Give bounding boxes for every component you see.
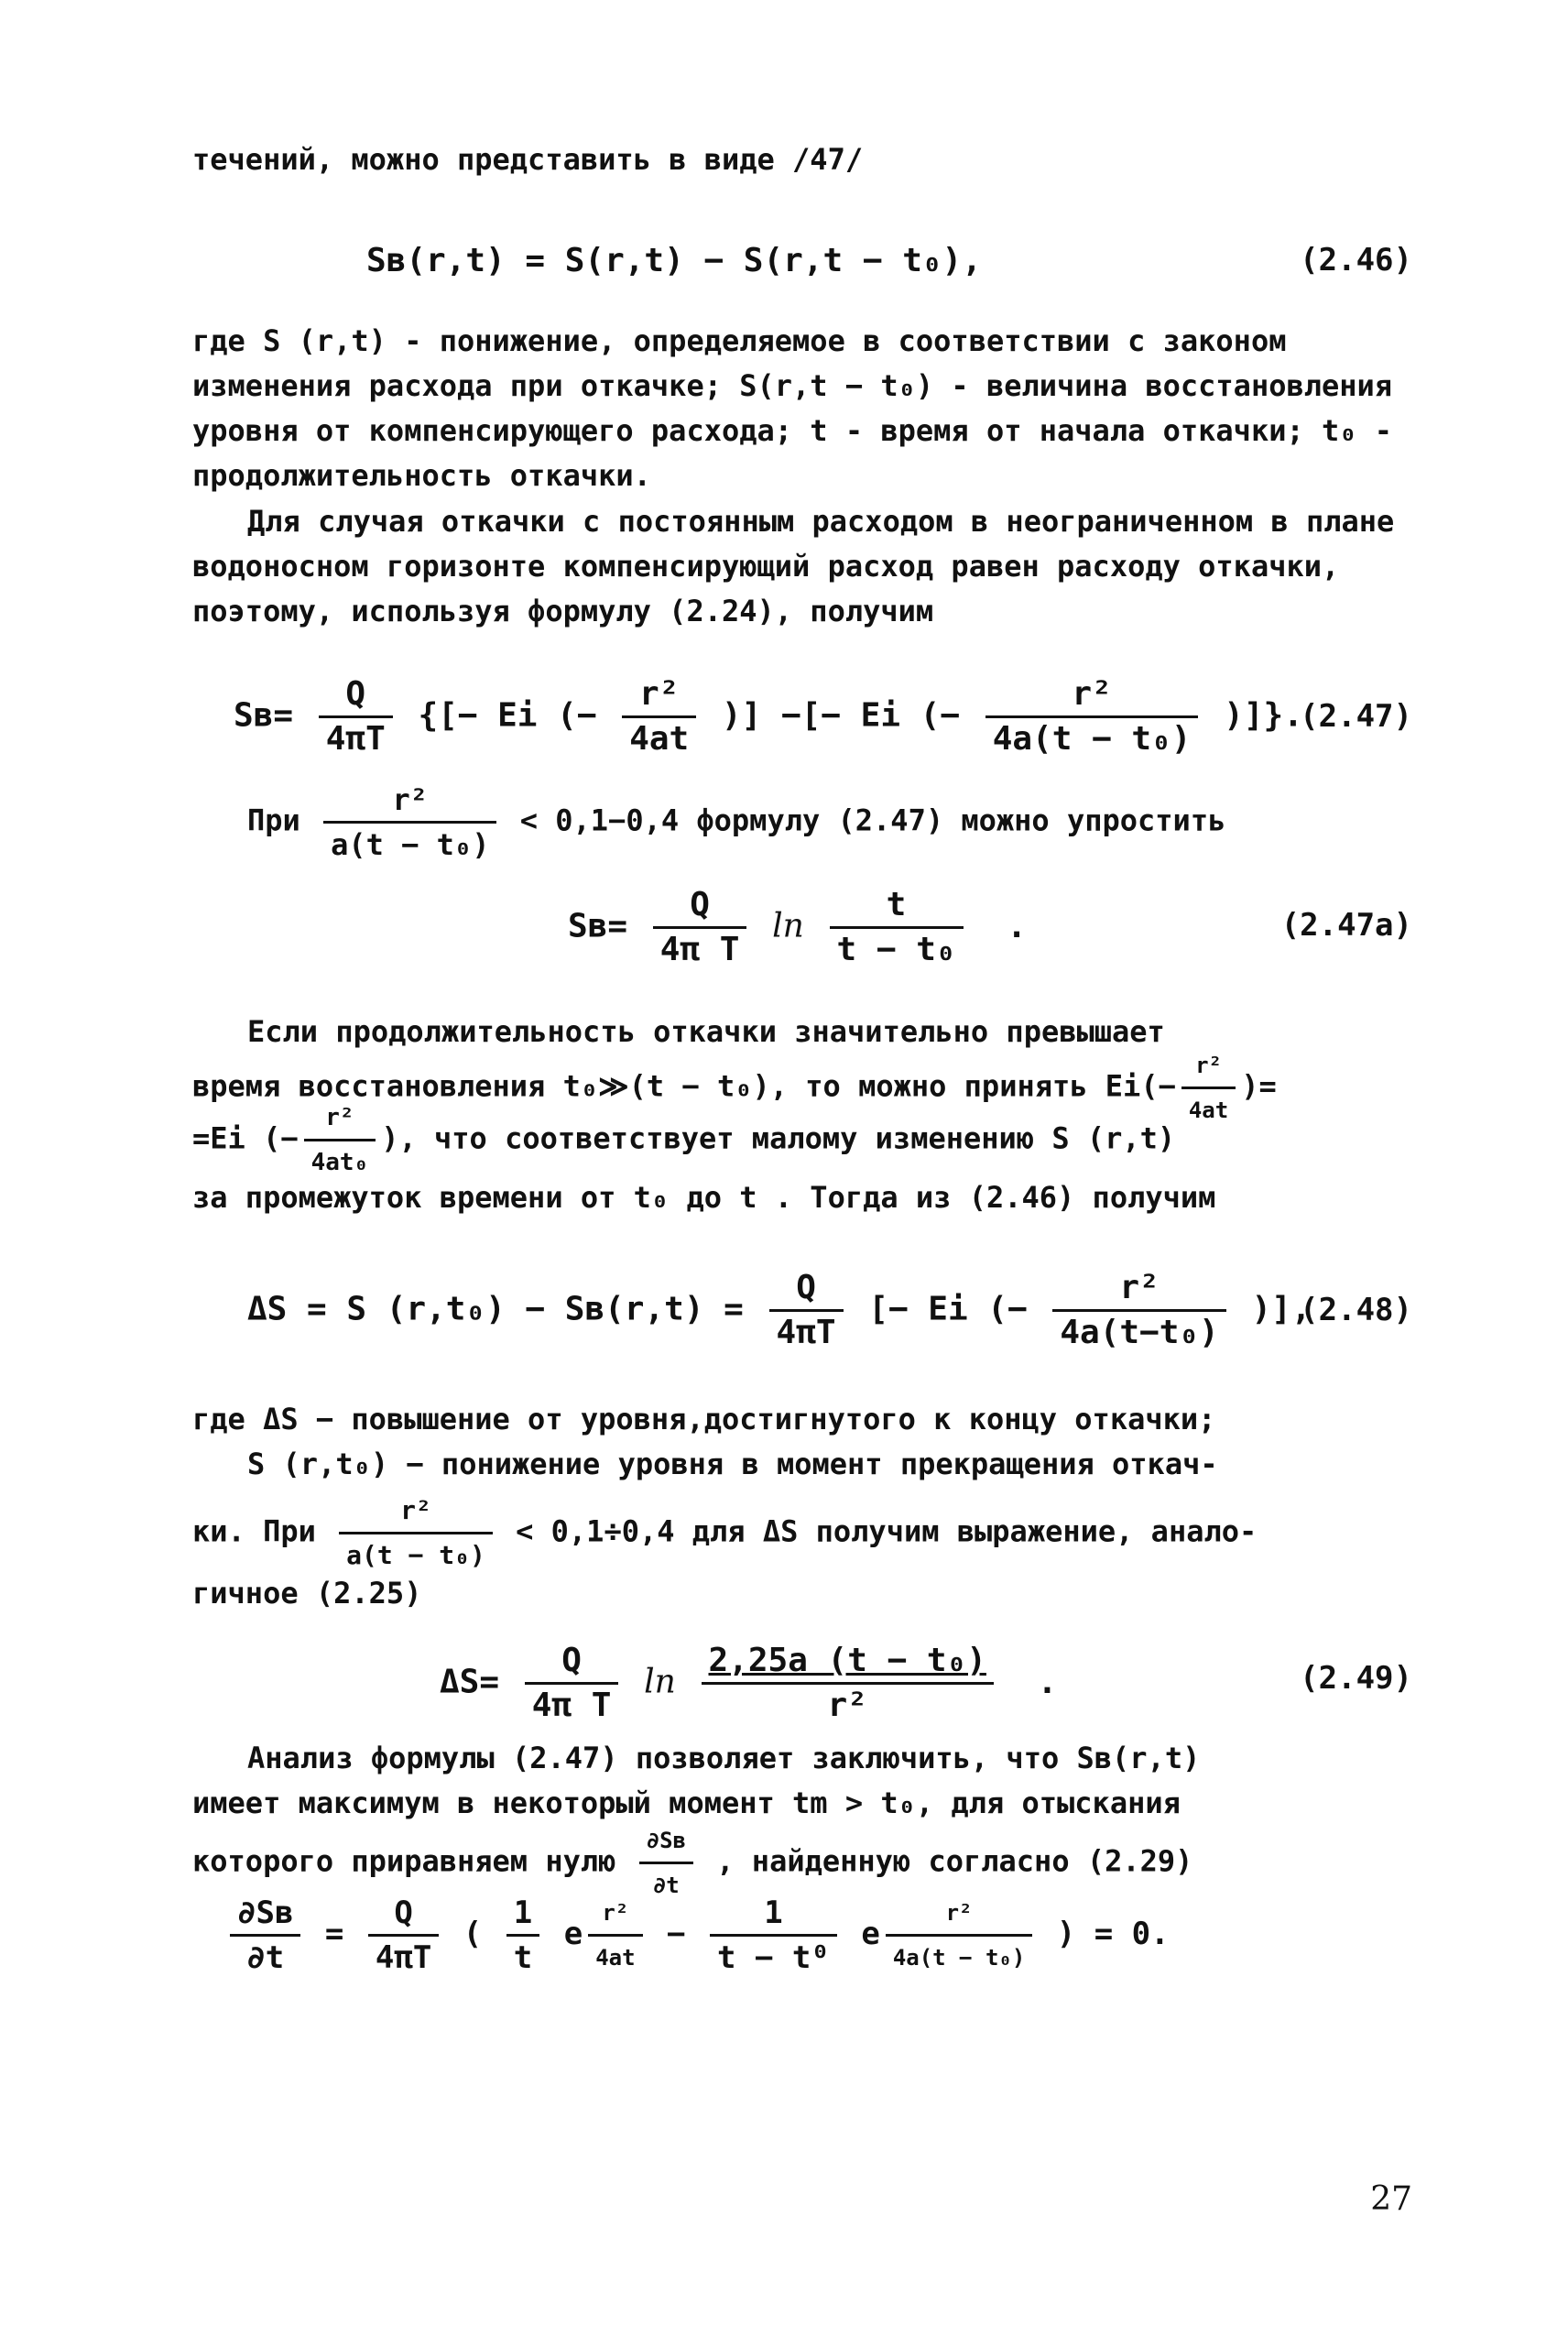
eq247a-coef-den: 4π T [653, 926, 747, 971]
para5-l3b: , найденную согласно (2.29) [716, 1843, 1193, 1879]
eq248-mid: [− Ei (− [868, 1290, 1028, 1328]
eq249-coef-den: 4π T [525, 1682, 619, 1727]
eq248-close: )], [1251, 1290, 1312, 1328]
eq247-f1-num: r² [639, 675, 680, 713]
eq248-coef-den: 4πT [769, 1309, 844, 1354]
eq249-f-den: r² [702, 1682, 994, 1727]
eq248-lhs: ΔS = S (r,t₀) − Sв(r,t) = [247, 1290, 744, 1328]
eqf-coef-num: Q [394, 1895, 413, 1931]
eq247-f1-den: 4at [622, 715, 696, 760]
equation-2-46-number: (2.46) [1300, 242, 1412, 278]
eq247a-coef-fraction [653, 884, 747, 971]
para3-l2f-den: 4at [1181, 1087, 1236, 1131]
eqf-e2-num: r² [945, 1900, 973, 1926]
eq247a-coef-num: Q [690, 886, 710, 923]
eq247-f1-fraction [622, 673, 696, 760]
eq249-f-num: 2,25a (t − t₀) [708, 1642, 986, 1679]
para4-l3a: ки. При [192, 1513, 316, 1549]
eq247-close: )]}. [1224, 696, 1303, 735]
eq248-f-den: 4a(t−t₀) [1052, 1309, 1225, 1354]
eq249-ln: ln [644, 1663, 676, 1701]
eq248-f-fraction [1052, 1267, 1225, 1354]
eqf-a-num: 1 [513, 1895, 533, 1931]
eqf-e2-exponent [886, 1892, 1033, 1979]
equation-2-49 [440, 1640, 1057, 1727]
eq247a-f-num: t [886, 886, 907, 923]
eq248-coef-fraction [769, 1267, 844, 1354]
equation-2-48 [247, 1267, 1311, 1354]
para4-line-1: где ΔS − повышение от уровня,достигнутого к концу откачки; [192, 1402, 1216, 1436]
eqf-a-fraction [506, 1892, 539, 1979]
eqf-e1: e [563, 1916, 583, 1952]
equation-2-46-expr: Sв(r,t) = S(r,t) − S(r,t − t₀), [366, 242, 982, 279]
eq247-f2-den: 4a(t − t₀) [985, 715, 1199, 760]
eqf-d-den: ∂t [230, 1934, 300, 1979]
para3-line-1: Если продолжительность откачки значительно превышает [247, 1014, 1165, 1049]
intro-line: течений, можно представить в виде /47/ [192, 142, 864, 177]
eq247-open: {[− Ei (− [418, 696, 597, 735]
eqf-b-fraction [710, 1892, 837, 1979]
equation-2-47 [234, 673, 1303, 760]
eqf-d-num: ∂Sв [237, 1895, 294, 1931]
eqf-coef-den: 4πT [368, 1934, 439, 1979]
eq249-coef-num: Q [561, 1642, 582, 1679]
para3-l2-fraction [1181, 1044, 1236, 1131]
eqf-open: ( [463, 1916, 483, 1952]
eqf-a-den: t [506, 1934, 539, 1979]
para4-line-2: S (r,t₀) − понижение уровня в момент прекращения откач- [247, 1447, 1218, 1481]
para4-l3f-num: r² [400, 1495, 431, 1525]
eqf-e1-den: 4at [588, 1934, 642, 1979]
paragraph-definitions: где S (r,t) - понижение, определяемое в соответствии с законом изменения расхода при откачке; S(r,t − t₀) - величина восстановления уровня от компенсирующего расхода; t - время от начала откачки; t₀ - продолжительность откачки. [192, 323, 1393, 493]
para4-l3-fraction [339, 1490, 493, 1577]
eq248-coef-num: Q [796, 1269, 816, 1306]
para3-l3a: =Ei (− [192, 1120, 299, 1156]
equation-2-49-number: (2.49) [1300, 1660, 1412, 1697]
cond1-frac-num: r² [392, 782, 429, 817]
para5-line-2: имеет максимум в некоторый момент tm > t₀, для отыскания [192, 1785, 1181, 1820]
equation-2-47-number: (2.47) [1300, 698, 1412, 735]
equation-2-47a [568, 884, 1027, 971]
para3-line-4: за промежуток времени от t₀ до t . Тогда из (2.46) получим [192, 1180, 1216, 1215]
eq247-coef-fraction [319, 673, 393, 760]
eq249-lhs: ΔS= [440, 1663, 500, 1701]
para5-l3a: которого приравняем нулю [192, 1843, 616, 1879]
para4-l3b: < 0,1÷0,4 для ΔS получим выражение, анало- [516, 1513, 1258, 1549]
eq247-coef-den: 4πT [319, 715, 393, 760]
para3-l2f-num: r² [1195, 1053, 1222, 1078]
equation-derivative [224, 1892, 1170, 1979]
equation-2-47a-number: (2.47а) [1280, 907, 1412, 944]
eq249-dot: . [1037, 1663, 1058, 1701]
cond1-pre: При [247, 803, 300, 838]
eq247-f2-num: r² [1072, 675, 1112, 713]
cond1-post: < 0,1−0,4 формулу (2.47) можно упростить [519, 803, 1226, 838]
para3-l2b: )= [1241, 1068, 1277, 1104]
eq247-lhs: Sв= [234, 696, 294, 735]
para5-line-1: Анализ формулы (2.47) позволяет заключить, что Sв(r,t) [247, 1741, 1201, 1775]
eqf-close: ) = 0. [1056, 1916, 1170, 1952]
eq249-coef-fraction [525, 1640, 619, 1727]
para3-l3f-num: r² [325, 1104, 354, 1131]
page-number: 27 [1370, 2180, 1412, 2218]
eq248-f-num: r² [1119, 1269, 1160, 1306]
eq247a-dot: . [1007, 907, 1027, 945]
eq247-coef-num: Q [345, 675, 366, 713]
para4-line-3 [192, 1490, 1257, 1577]
eqf-coef-fraction [368, 1892, 439, 1979]
eqf-e1-num: r² [602, 1900, 629, 1926]
eqf-e2: e [861, 1916, 880, 1952]
eq249-f-fraction [702, 1640, 994, 1727]
eqf-e1-exponent [588, 1892, 642, 1979]
eq247-mid: )] −[− Ei (− [721, 696, 961, 735]
eqf-b-num: 1 [764, 1895, 783, 1931]
eqf-minus: − [667, 1916, 686, 1952]
condition-line-1 [247, 779, 1225, 866]
para3-line-3 [192, 1097, 1175, 1184]
eq247a-f-fraction [830, 884, 964, 971]
eq247a-f-den: t − t₀ [830, 926, 964, 971]
para5-l3f-num: ∂Sв [646, 1828, 686, 1853]
eq247-f2-fraction [985, 673, 1199, 760]
para4-line-4: гичное (2.25) [192, 1576, 422, 1611]
eqf-eq: = [324, 1916, 344, 1952]
cond1-frac-den: a(t − t₀) [323, 821, 496, 866]
para4-l3f-den: a(t − t₀) [339, 1532, 493, 1577]
para3-l3f-den: 4at₀ [304, 1139, 376, 1184]
para3-l2a: время восстановления t₀≫(t − t₀), то можно принять Ei(− [192, 1068, 1176, 1104]
eq247a-lhs: Sв= [568, 907, 628, 945]
eqf-e2-den: 4a(t − t₀) [886, 1934, 1033, 1979]
para3-l3-fraction [304, 1097, 376, 1184]
cond1-fraction [323, 779, 496, 866]
paragraph-constant-discharge: Для случая откачки с постоянным расходом в неограниченном в плане водоносном горизонте компенсирующий расход равен расходу откачки, поэтому, используя формулу (2.24), получим [192, 504, 1395, 628]
para3-l3b: ), что соответствует малому изменению S (r,t) [381, 1120, 1176, 1156]
eqf-d-fraction [230, 1892, 300, 1979]
para5-l3f-den: ∂t [639, 1862, 693, 1906]
equation-2-48-number: (2.48) [1300, 1292, 1412, 1328]
eqf-b-den: t − t⁰ [710, 1934, 837, 1979]
equation-2-46 [366, 240, 982, 282]
eq247a-ln: ln [772, 907, 804, 945]
